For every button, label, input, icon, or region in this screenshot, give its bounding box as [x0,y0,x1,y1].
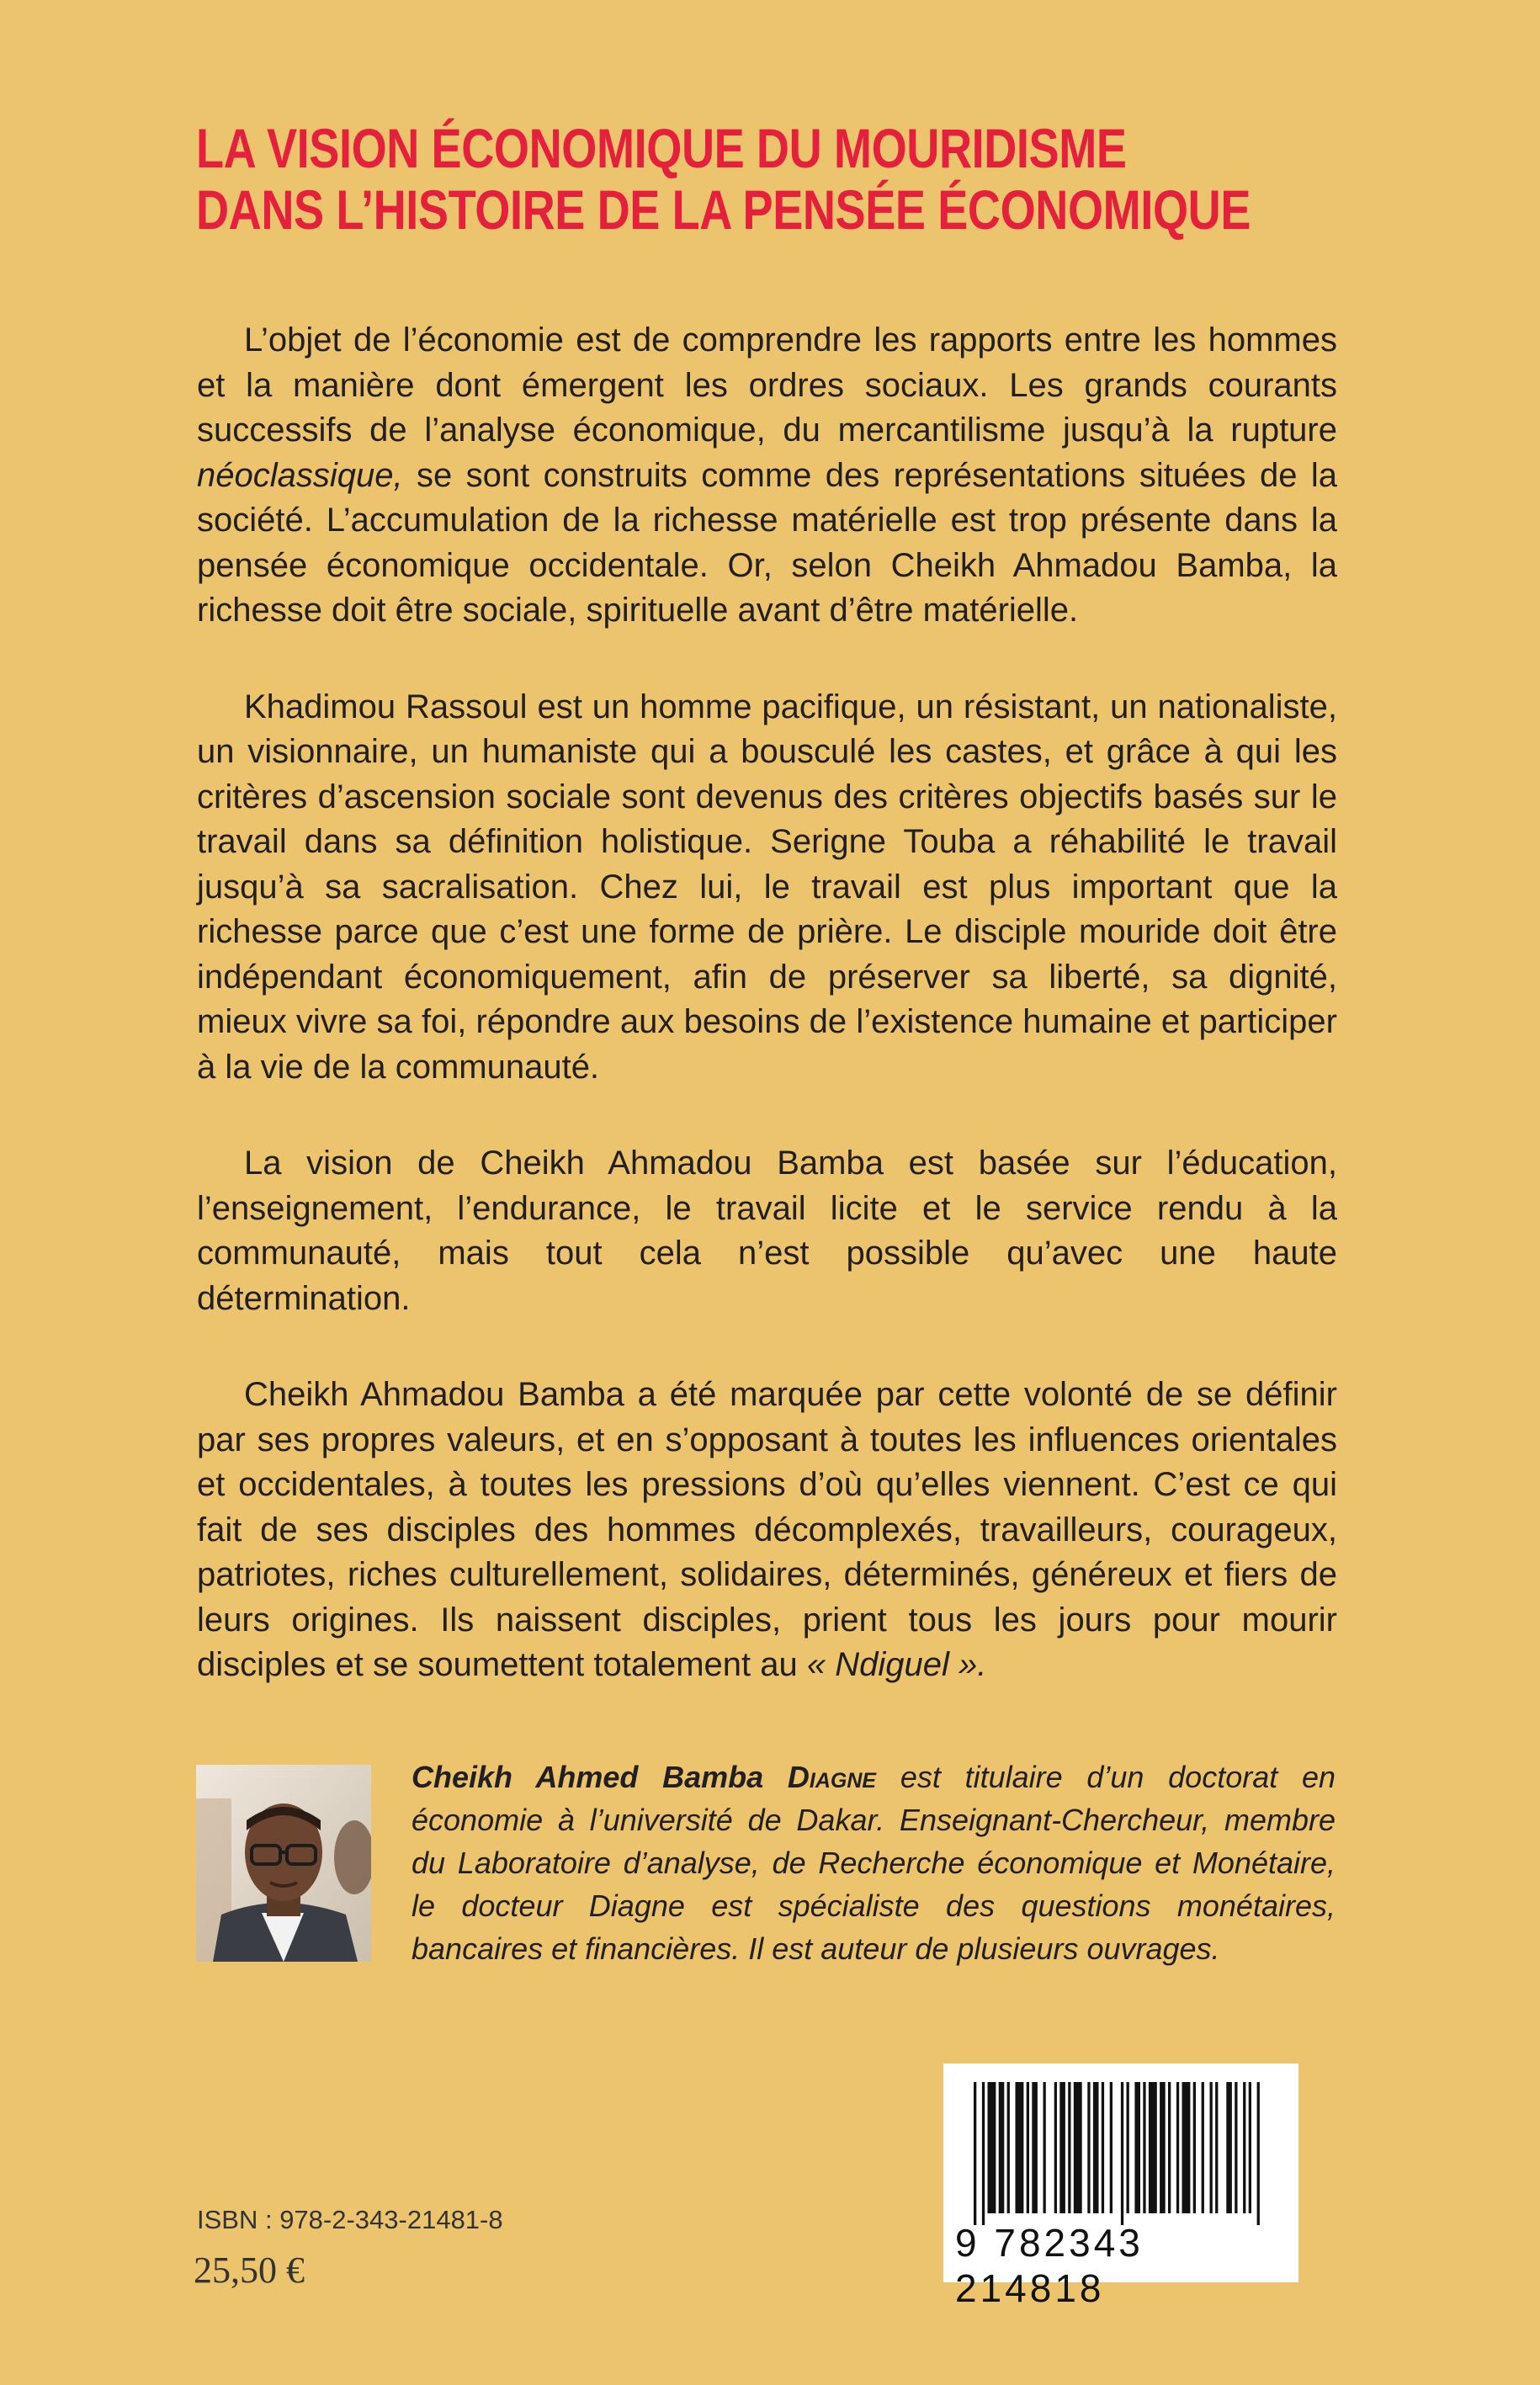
title-line-1: LA VISION ÉCONOMIQUE DU MOURIDISME [196,117,1127,179]
barcode-bar [1182,2082,1191,2213]
barcode-bar [1032,2082,1038,2213]
barcode-bar [1243,2082,1245,2213]
barcode-bar [1235,2082,1237,2213]
barcode-bar [1068,2082,1070,2213]
barcode-bar [974,2082,976,2225]
barcode-bar [1160,2082,1166,2213]
barcode-bar [982,2082,985,2225]
barcode-bar [1059,2082,1065,2213]
barcode-bar [1027,2082,1029,2213]
barcode-bar [1016,2082,1024,2213]
barcode-bar [1226,2082,1232,2213]
barcode-bar [1143,2082,1145,2213]
isbn: ISBN : 978-2-343-21481-8 [197,2205,503,2234]
barcode-bar [1007,2082,1010,2213]
barcode-bar [1176,2082,1179,2213]
barcode-bar [1149,2082,1157,2213]
barcode-bar [1074,2082,1082,2213]
barcode-bar [1093,2082,1099,2213]
barcode-bar [1202,2082,1204,2213]
author-bio [412,1756,1336,1970]
barcode-bar [1168,2082,1171,2213]
barcode-bar [1054,2082,1057,2213]
barcode-bars [943,2064,1298,2232]
barcode-bar [1249,2082,1251,2213]
barcode-bar [1121,2082,1123,2225]
author-surname: Diagne [787,1760,877,1794]
book-title [196,117,1251,241]
paragraph-2: Khadimou Rassoul est un homme pacifique, un résistant, un nationaliste, un visionnaire, un humaniste qui a bousculé les castes, et grâce à qui les critères d’ascension sociale sont devenus des critères objectifs basés sur le travail dans sa définition holistique. Serigne Touba a réhabilité le travail jusqu’à sa sacralisation. Chez lui, le travail est plus important que la richesse parce que c’est une forme de prière. Le disciple mouride doit être indépendant économiquement, afin de préserver sa liberté, sa dignité, mieux vivre sa foi, répondre aux besoins de l’existence humaine et participer à la vie de la communauté. [197,688,1337,1086]
title-line-2: DANS L’HISTOIRE DE LA PENSÉE ÉCONOMIQUE [196,178,1251,241]
author-portrait-image [196,1765,371,1962]
barcode-bar [1134,2082,1140,2213]
price: 25,50 € [194,2250,305,2291]
paragraph-1-part-1: L’objet de l’économie est de comprendre les rapports entre les hommes et la manière dont émergent les ordres sociaux. Les grands courants successifs de l’analyse économique, du mercantilisme jusqu’à la rupture [197,321,1337,449]
back-cover-text [197,318,1337,1688]
barcode-bar [1110,2082,1113,2213]
author-photo [196,1765,371,1962]
author-name: Cheikh Ahmed Bamba [412,1760,788,1794]
paragraph-3: La vision de Cheikh Ahmadou Bamba est basée sur l’éducation, l’enseignement, l’endurance, le travail licite et le service rendu à la communauté, mais tout cela n’est possible qu’avec une haute détermination. [197,1145,1337,1317]
paragraph-1 [197,318,1337,634]
barcode-bar [1193,2082,1196,2213]
barcode-bar [1127,2082,1129,2213]
barcode-bar [1087,2082,1090,2213]
barcode-bar [1215,2082,1218,2213]
paragraph-1-part-2: se sont construits comme des représentations situées de la société. L’accumulation de la richesse matérielle est trop présente dans la pensée économique occidentale. Or, selon Cheikh Ahmadou Bamba, la richesse doit être sociale, spirituelle avant d’être matérielle. [197,456,1337,629]
barcode [943,2064,1298,2310]
barcode-bar [999,2082,1005,2213]
paragraph-4 [197,1373,1337,1688]
paragraph-1-italic: néoclassique, [197,456,403,494]
paragraph-4-part-1: Cheikh Ahmadou Bamba a été marquée par cette volonté de se définir par ses propres valeurs, et en s’opposant à toutes les influences orientales et occidentales, à toutes les pressions d’où qu’elles viennent. C’est ce qui fait de ses disciples des hommes décomplexés, travailleurs, courageux, patriotes, riches culturellement, solidaires, déterminés, généreux et fiers de leurs origines. Ils naissent disciples, prient tous les jours pour mourir disciples et se soumettent totalement au [197,1376,1337,1683]
barcode-bar [988,2082,996,2213]
author-bio-text: est titulaire d’un doctorat en économie à l’université de Dakar. Enseignant-Chercheur, membre du Laboratoire d’analyse, de Recherche économique et Monétaire, le docteur Diagne est spécialiste des questions monétaires, bancaires et financières. Il est auteur de plusieurs ouvrages. [412,1760,1336,1966]
barcode-bar [1043,2082,1046,2213]
paragraph-4-italic: « Ndiguel ». [806,1646,987,1683]
barcode-bar [1210,2082,1213,2213]
barcode-bar [1257,2082,1260,2225]
barcode-digits: 9 782343 214818 [955,2221,1144,2310]
barcode-bar [1102,2082,1104,2213]
